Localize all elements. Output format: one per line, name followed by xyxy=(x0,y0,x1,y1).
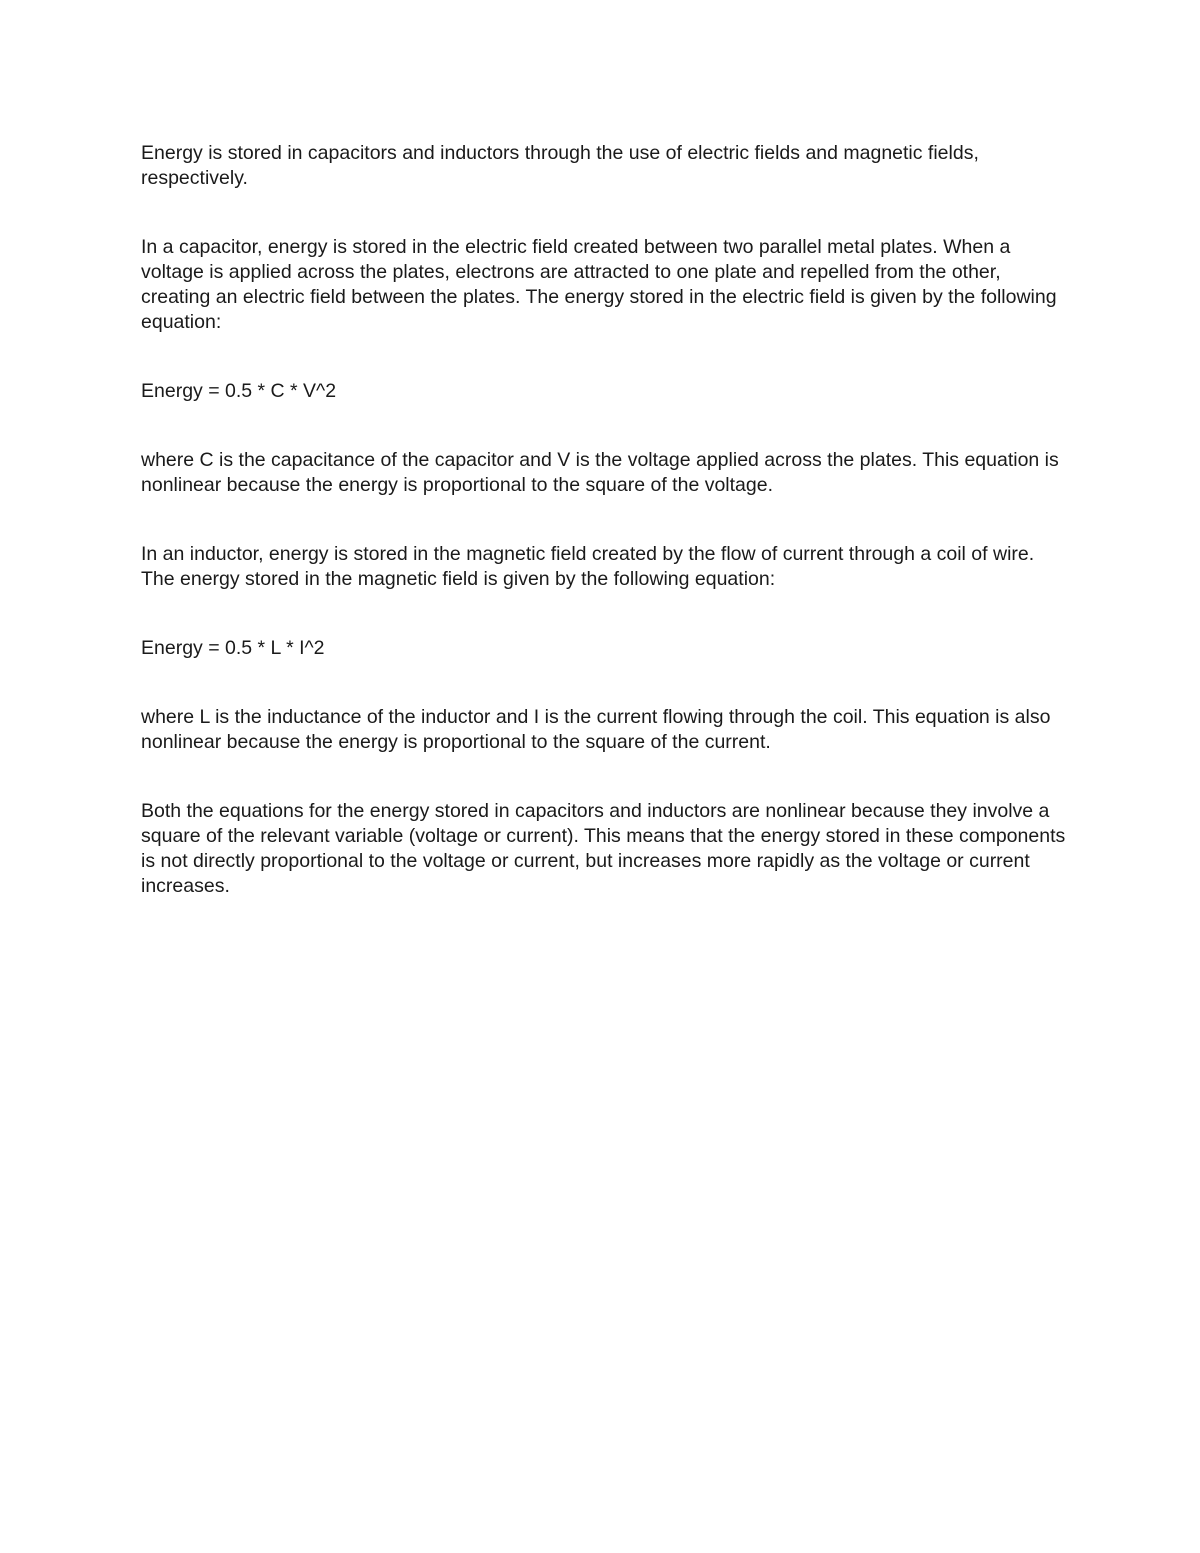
paragraph-capacitor: In a capacitor, energy is stored in the electric field created between two parallel metal plates. When a voltage is applied across the plates, electrons are attracted to one plate and repelled from the other, creating an electric field between the plates. The energy stored in the electric field is given by the following equation: xyxy=(141,236,1057,333)
paragraph-spacer xyxy=(141,755,1066,799)
paragraph-inductor-explanation: where L is the inductance of the inductor and I is the current flowing through the coil. This equation is also nonlinear because the energy is proportional to the square of the current. xyxy=(141,706,1051,753)
paragraph-inductor: In an inductor, energy is stored in the magnetic field created by the flow of current through a coil of wire. The energy stored in the magnetic field is given by the following equation: xyxy=(141,543,1035,590)
paragraph-spacer xyxy=(141,404,1066,448)
document-body xyxy=(141,141,1066,899)
paragraph-spacer xyxy=(141,335,1066,379)
equation-capacitor: Energy = 0.5 * C * V^2 xyxy=(141,380,337,402)
paragraph-intro: Energy is stored in capacitors and inductors through the use of electric fields and magnetic fields, respectively. xyxy=(141,142,979,189)
paragraph-spacer xyxy=(141,592,1066,636)
paragraph-spacer xyxy=(141,498,1066,542)
paragraph-conclusion: Both the equations for the energy stored in capacitors and inductors are nonlinear because they involve a square of the relevant variable (voltage or current). This means that the energy stored in these components is not directly proportional to the voltage or current, but increases more rapidly as the voltage or current increases. xyxy=(141,800,1066,897)
paragraph-capacitor-explanation: where C is the capacitance of the capacitor and V is the voltage applied across the plates. This equation is nonlinear because the energy is proportional to the square of the voltage. xyxy=(141,449,1059,496)
paragraph-spacer xyxy=(141,661,1066,705)
equation-inductor: Energy = 0.5 * L * I^2 xyxy=(141,637,325,659)
paragraph-spacer xyxy=(141,191,1066,235)
